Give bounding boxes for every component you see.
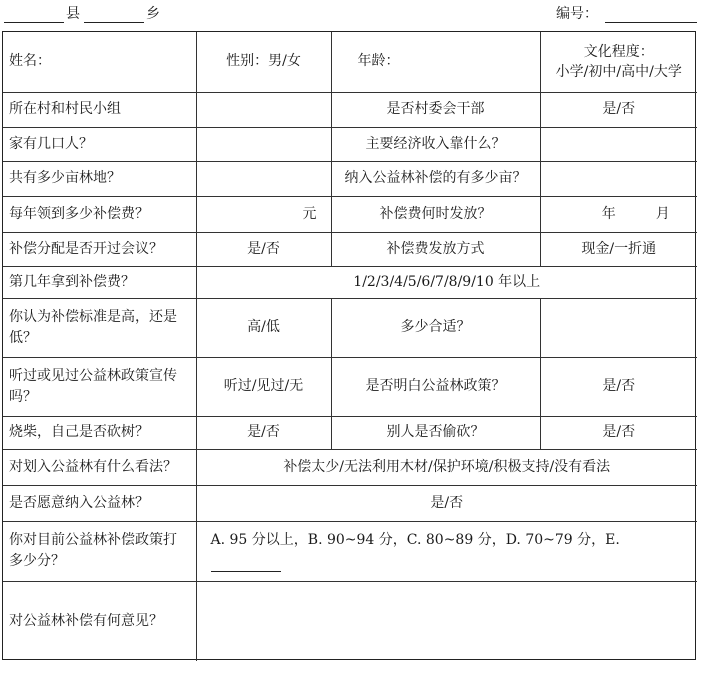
row-basic-info <box>3 32 697 92</box>
question-annual-compensation: 每年领到多少补偿费？ <box>3 196 196 232</box>
township-blank[interactable] <box>84 22 144 23</box>
question-cadre: 是否村委会干部 <box>331 92 540 127</box>
question-payment-method: 补偿费发放方式 <box>331 232 540 266</box>
answer-cadre[interactable]: 是/否 <box>540 92 697 127</box>
question-policy-understanding: 是否明白公益林政策？ <box>331 357 540 416</box>
answer-illegal-logging[interactable]: 是/否 <box>540 416 697 449</box>
county-blank[interactable] <box>4 22 64 23</box>
answer-willingness[interactable]: 是/否 <box>196 485 697 521</box>
question-self-logging: 烧柴，自己是否砍树？ <box>3 416 196 449</box>
answer-village[interactable] <box>196 92 331 127</box>
answer-policy-score[interactable] <box>196 521 697 581</box>
education-field[interactable] <box>540 32 697 92</box>
answer-annual-compensation[interactable] <box>196 196 331 232</box>
answer-meeting[interactable]: 是/否 <box>196 232 331 266</box>
number-label: 编号： <box>556 6 598 22</box>
row-logging <box>3 416 697 449</box>
answer-compensated-area[interactable] <box>540 161 697 196</box>
answer-payment-method[interactable]: 现金/一折通 <box>540 232 697 266</box>
question-illegal-logging: 别人是否偷砍？ <box>331 416 540 449</box>
answer-household-size[interactable] <box>196 127 331 161</box>
answer-forest-area[interactable] <box>196 161 331 196</box>
name-field[interactable]: 姓名： <box>3 32 196 92</box>
answer-income-source[interactable] <box>540 127 697 161</box>
question-compensated-area: 纳入公益林补偿的有多少亩？ <box>331 161 540 196</box>
row-opinion <box>3 449 697 485</box>
row-policy-score <box>3 521 697 581</box>
answer-suitable-amount[interactable] <box>540 298 697 357</box>
question-suitable-amount: 多少合适？ <box>331 298 540 357</box>
education-options: 小学/初中/高中/大学 <box>555 63 682 80</box>
answer-comments[interactable] <box>196 581 697 661</box>
unit-month: 月 <box>655 205 670 222</box>
unit-yuan: 元 <box>302 205 317 222</box>
score-e-blank[interactable] <box>211 557 281 572</box>
form-header <box>0 0 708 32</box>
row-forest-land <box>3 161 697 196</box>
question-household-size: 家有几口人？ <box>3 127 196 161</box>
question-village: 所在村和村民小组 <box>3 92 196 127</box>
gender-field[interactable]: 性别：男/女 <box>196 32 331 92</box>
question-comments: 对公益林补偿有何意见？ <box>3 581 196 661</box>
row-household <box>3 127 697 161</box>
county-label: 县 <box>66 6 80 22</box>
answer-payment-time[interactable] <box>540 196 697 232</box>
answer-policy-publicity[interactable]: 听过/见过/无 <box>196 357 331 416</box>
answer-standard-level[interactable]: 高/低 <box>196 298 331 357</box>
township-label: 乡 <box>146 6 160 22</box>
question-willingness: 是否愿意纳入公益林？ <box>3 485 196 521</box>
question-meeting: 补偿分配是否开过会议？ <box>3 232 196 266</box>
answer-policy-understanding[interactable]: 是/否 <box>540 357 697 416</box>
answer-self-logging[interactable]: 是/否 <box>196 416 331 449</box>
question-policy-score: 你对目前公益林补偿政策打多少分？ <box>3 521 196 581</box>
question-years-received: 第几年拿到补偿费？ <box>3 266 196 298</box>
question-payment-time: 补偿费何时发放？ <box>331 196 540 232</box>
row-comments <box>3 581 697 661</box>
row-standard <box>3 298 697 357</box>
row-village <box>3 92 697 127</box>
score-options: A. 95 分以上，B. 90~94 分，C. 80~89 分，D. 70~79 分，E. <box>210 532 620 548</box>
number-blank[interactable] <box>605 22 697 23</box>
row-willingness <box>3 485 697 521</box>
education-title: 文化程度： <box>583 43 654 60</box>
row-distribution <box>3 232 697 266</box>
answer-years-received[interactable]: 1/2/3/4/5/6/7/8/9/10 年以上 <box>196 266 697 298</box>
row-compensation-amount <box>3 196 697 232</box>
question-forest-area: 共有多少亩林地？ <box>3 161 196 196</box>
answer-opinion[interactable]: 补偿太少/无法利用木材/保护环境/积极支持/没有看法 <box>196 449 697 485</box>
unit-year: 年 <box>601 205 616 222</box>
survey-table <box>2 31 696 660</box>
question-standard-level: 你认为补偿标准是高，还是低？ <box>3 298 196 357</box>
question-opinion: 对划入公益林有什么看法？ <box>3 449 196 485</box>
age-field[interactable]: 年龄： <box>331 32 540 92</box>
question-policy-publicity: 听过或见过公益林政策宣传吗？ <box>3 357 196 416</box>
row-years-received <box>3 266 697 298</box>
question-income-source: 主要经济收入靠什么？ <box>331 127 540 161</box>
row-policy-awareness <box>3 357 697 416</box>
